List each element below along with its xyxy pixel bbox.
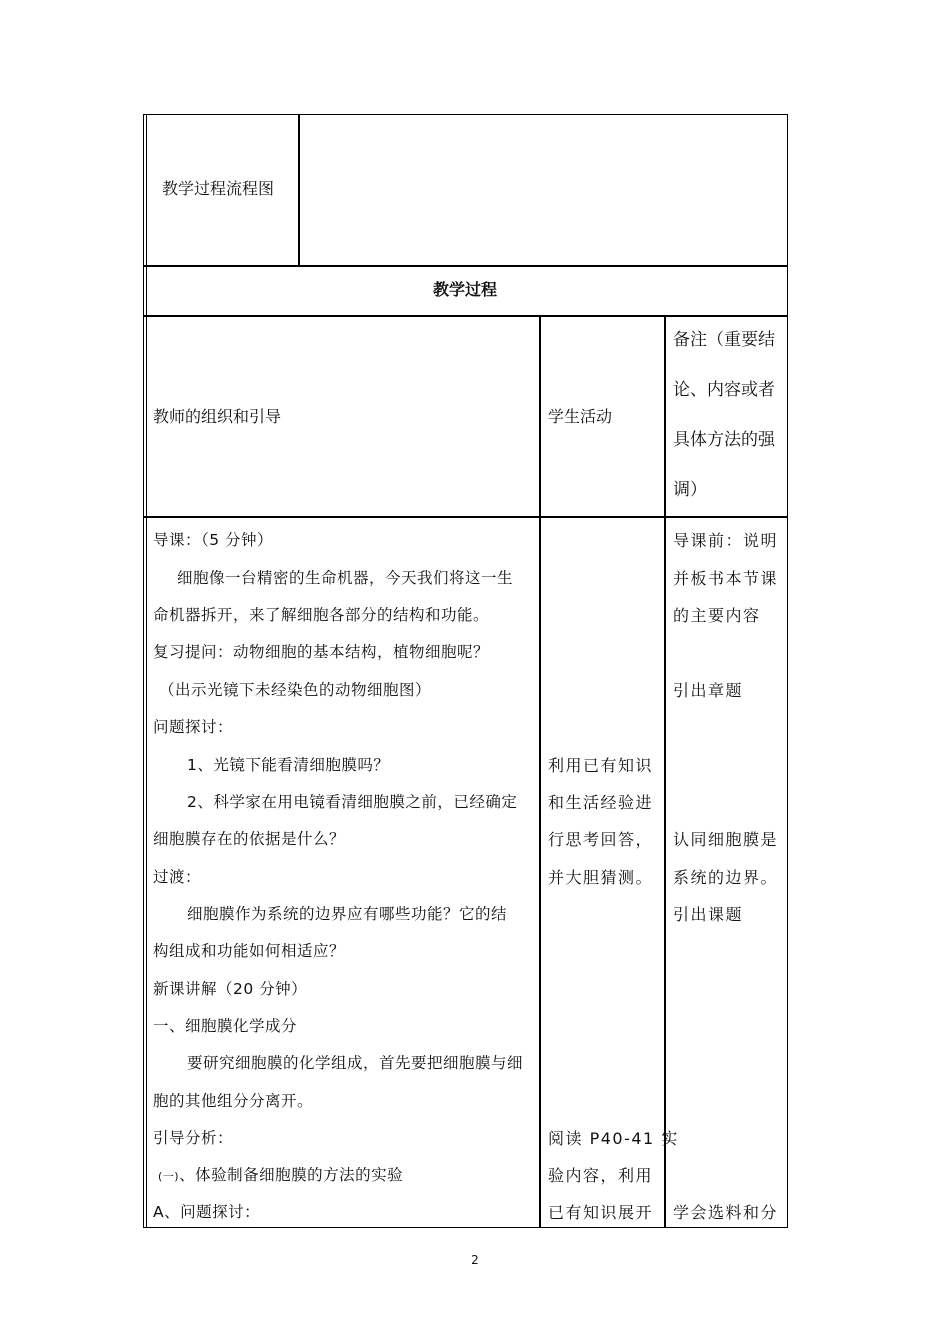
list-prefix: (一) [158, 1170, 180, 1183]
teacher-line: 过渡： [153, 868, 202, 886]
teacher-line: （出示光镜下未经染色的动物细胞图） [159, 681, 432, 699]
student-line: 和生活经验进 [548, 793, 654, 812]
row-divider [143, 265, 788, 267]
note-line: 的主要内容 [673, 606, 761, 625]
teacher-line: 细胞膜存在的依据是什么？ [153, 830, 346, 848]
teacher-line: 2、科学家在用电镜看清细胞膜之前，已经确定 [187, 793, 518, 811]
header-student: 学生活动 [548, 407, 613, 426]
student-line: 行思考回答， [548, 830, 654, 849]
teacher-line: 导课：（5 分钟） [153, 531, 274, 549]
student-line: 已有知识展开 [548, 1203, 654, 1222]
teacher-line: 一、细胞膜化学成分 [153, 1017, 298, 1035]
student-line: 并大胆猜测。 [548, 868, 654, 887]
header-notes-line: 具体方法的强 [673, 430, 775, 450]
teacher-line: 引导分析： [153, 1129, 234, 1147]
teacher-line: 1、光镜下能看清细胞膜吗？ [187, 756, 390, 774]
teacher-line: 要研究细胞膜的化学组成，首先要把细胞膜与细 [187, 1054, 524, 1072]
teacher-line-text: 、体验制备细胞膜的方法的实验 [179, 1166, 404, 1184]
student-line: 阅读 P40-41 实 [548, 1129, 679, 1148]
teacher-line: 胞的其他组分分离开。 [153, 1092, 314, 1110]
header-notes-line: 论、内容或者 [673, 380, 775, 400]
col-divider [539, 315, 541, 1228]
note-line: 系统的边界。 [673, 868, 779, 887]
note-line: 引出章题 [673, 681, 744, 700]
header-teacher: 教师的组织和引导 [153, 407, 282, 426]
teacher-line: A、问题探讨： [153, 1203, 261, 1221]
row-divider [143, 516, 788, 518]
row-divider [143, 315, 788, 317]
teacher-line: 细胞像一台精密的生命机器，今天我们将这一生 [177, 569, 514, 587]
note-line: 并板书本节课 [673, 569, 779, 588]
student-line: 利用已有知识 [548, 756, 654, 775]
teacher-line [158, 1163, 403, 1185]
header-notes-line: 调） [673, 480, 707, 500]
teacher-line: 命机器拆开，来了解细胞各部分的结构和功能。 [153, 606, 490, 624]
col-divider [298, 114, 300, 265]
teacher-line: 复习提问：动物细胞的基本结构，植物细胞呢？ [153, 643, 490, 661]
teacher-line: 构组成和功能如何相适应？ [153, 942, 346, 960]
col-divider [664, 315, 666, 1228]
section-title: 教学过程 [432, 280, 497, 299]
note-line: 认同细胞膜是 [673, 830, 779, 849]
teacher-line: 新课讲解（20 分钟） [153, 980, 308, 998]
teacher-line: 细胞膜作为系统的边界应有哪些功能？它的结 [187, 905, 508, 923]
note-line: 引出课题 [673, 905, 744, 924]
note-line: 导课前：说明 [673, 531, 779, 550]
note-line: 学会选料和分 [673, 1203, 779, 1222]
teacher-line: 问题探讨： [153, 718, 234, 736]
flow-label: 教学过程流程图 [162, 179, 275, 198]
page-number: 2 [471, 1253, 479, 1267]
student-line: 验内容，利用 [548, 1166, 654, 1185]
header-notes-line: 备注（重要结 [673, 330, 775, 350]
